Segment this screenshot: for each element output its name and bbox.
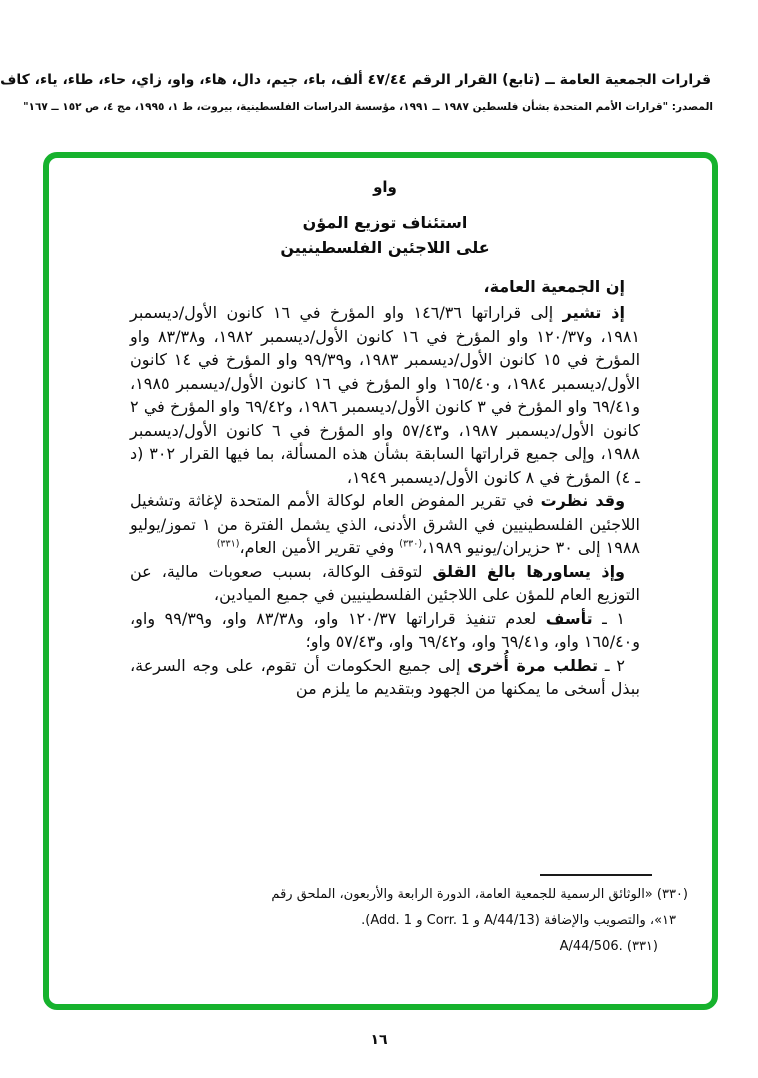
- paragraph-text: لعدم تنفيذ قراراتها ١٢٠/٣٧ واو، و٨٣/٣٨ واو، و٩٩/٣٩ واو، و١٦٥/٤٠ واو، و٦٩/٤١ واو، و٦٩/٤٢ واو، و٥٧/٤٣ واو؛: [130, 608, 640, 651]
- paragraph-text: إلى قراراتها ١٤٦/٣٦ واو المؤرخ في ١٦ كانون الأول/ديسمبر ١٩٨١، و١٢٠/٣٧ واو المؤرخ في ١٦ كانون الأول/ديسمبر ١٩٨٢، و٨٣/٣٨ واو المؤرخ في ١٥ كانون الأول/ديسمبر ١٩٨٣، و٩٩/٣٩ واو المؤرخ في ١٤ كانون الأول/ديسمبر ١٩٨٤، و١٦٥/٤٠ واو المؤرخ في ١٦ كانون الأول/ديسمبر ١٩٨٥، و٦٩/٤١ واو المؤرخ في ٣ كانون الأول/ديسمبر ١٩٨٦، و٦٩/٤٢ واو المؤرخ في ٢ كانون الأول/ديسمبر ١٩٨٧، و٥٧/٤٣ واو المؤرخ في ٦ كانون الأول/ديسمبر ١٩٨٨، وإلى جميع قراراتها السابقة بشأن هذه المسألة، بما فيها القرار ٣٠٢ (د ـ ٤) المؤرخ في ٨ كانون الأول/ديسمبر ١٩٤٩،: [130, 303, 641, 487]
- paragraph-lead: تطلب مرة أُخرى: [467, 655, 599, 675]
- resolution-title-line-1: استئناف توزيع المؤن: [302, 213, 468, 232]
- paragraph-text: لتوقف الوكالة، بسبب صعوبات مالية، عن التوزيع العام للمؤن على اللاجئين الفلسطينيين في جميع الميادين،: [130, 561, 640, 604]
- paragraph-lead: وقد نظرت: [540, 491, 626, 510]
- footnote-331: [266, 934, 658, 960]
- footnotes-block: [266, 874, 688, 960]
- footnote-marker-331: (٣٣١): [216, 538, 240, 550]
- paragraph-lead: وإذ يساورها بالغ القلق: [432, 561, 625, 581]
- paragraph-deep-concern: [130, 560, 640, 607]
- paragraph-text: في تقرير المفوض العام لوكالة الأمم المتحدة لإغاثة وتشغيل اللاجئين الفلسطينيين في الشرق الأدنى، الذي يشمل الفترة من ١ تموز/يوليو ١٩٨٨ إلى ٣٠ حزيران/يونيو ١٩٨٩،: [130, 491, 641, 557]
- operative-paragraph-2: [130, 654, 640, 701]
- footnote-marker-330: (٣٣٠): [399, 538, 423, 550]
- footnote-331-reference: A/44/506.: [559, 939, 623, 954]
- paragraph-text: وفي تقرير الأمين العام،: [239, 538, 400, 557]
- preamble-opening: إن الجمعية العامة،: [483, 277, 625, 296]
- paragraph-recalling-resolutions: [130, 301, 640, 489]
- paragraph-considered-reports: [130, 489, 640, 560]
- operative-paragraph-1: [130, 607, 640, 654]
- paragraph-lead: تأسف: [545, 608, 593, 628]
- resolution-title-line-2: على اللاجئين الفلسطينيين: [280, 238, 490, 257]
- green-highlight-frame: [43, 152, 718, 1010]
- paragraph-lead: إذ تشير: [562, 303, 625, 322]
- source-citation-line: المصدر: "قرارات الأمم المتحدة بشأن فلسطين ١٩٨٧ ــ ١٩٩١، مؤسسة الدراسات الفلسطينية، بيروت، ط ١، ١٩٩٥، مج ٤، ص ١٥٢ ــ ١٦٧": [23, 101, 713, 113]
- footnote-330: (٣٣٠) «الوثائق الرسمية للجمعية العامة، الدورة الرابعة والأربعون، الملحق رقم ١٣»، والتصويب والإضافة (A/44/13 و Corr. 1 و Add. 1).: [271, 887, 688, 928]
- section-letter: واو: [373, 178, 397, 196]
- item-number: ١ ـ: [592, 608, 625, 628]
- running-header: قرارات الجمعية العامة ــ (تابع) القرار الرقم ٤٧/٤٤ ألف، باء، جيم، دال، هاء، واو، زاي، حاء، طاء، ياء، كاف: [0, 72, 711, 88]
- footnote-separator-rule: [540, 874, 652, 876]
- paragraph-text: إلى جميع الحكومات أن تقوم، على وجه السرعة، ببذل أسخى ما يمكنها من الجهود وبتقديم ما يلزم من: [130, 655, 640, 698]
- page-number: ١٦: [370, 1032, 388, 1048]
- item-number: ٢ ـ: [598, 655, 626, 675]
- resolution-body: [49, 158, 712, 701]
- footnote-331-marker: (٣٣١): [626, 939, 658, 954]
